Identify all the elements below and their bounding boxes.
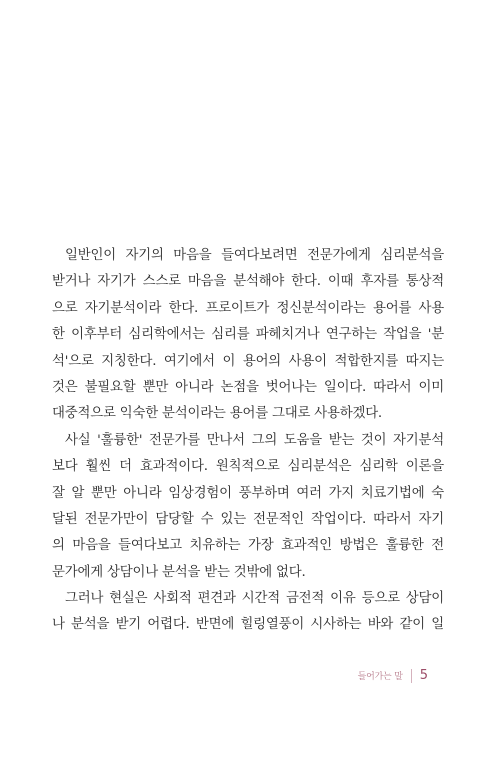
text-line: 나 분석을 받기 어렵다. 반면에 힐링열풍이 시사하는 바와 같이 일	[52, 617, 444, 633]
text-line: 석'으로 지칭한다. 여기에서 이 용어의 사용이 적합한지를 따지는	[52, 353, 444, 369]
running-title: 들어가는 말	[357, 672, 403, 682]
page-number: 5	[419, 668, 428, 683]
footer-divider	[411, 669, 412, 683]
page-footer	[358, 668, 428, 683]
text-line: 받거나 자기가 스스로 마음을 분석해야 한다. 이때 후자를 통상적	[52, 274, 444, 290]
text-line: 달된 전문가만이 담당할 수 있는 전문적인 작업이다. 따라서 자기	[52, 511, 444, 527]
body-text	[52, 243, 444, 639]
text-line: 일반인이 자기의 마음을 들여다보려면 전문가에게 심리분석을	[65, 248, 444, 263]
text-line: 사실 '훌륭한' 전문가를 만나서 그의 도움을 받는 것이 자기분석	[65, 432, 444, 448]
text-line: 그러나 현실은 사회적 편견과 시간적 금전적 이유 등으로 상담이	[65, 591, 444, 607]
text-line: 문가에게 상담이나 분석을 받는 것밖에 없다.	[52, 564, 306, 580]
text-line: 것은 불필요할 뿐만 아니라 논점을 벗어나는 일이다. 따라서 이미	[52, 379, 444, 395]
text-line: 의 마음을 들여다보고 치유하는 가장 효과적인 방법은 훌륭한 전	[52, 538, 444, 554]
text-line: 잘 알 뿐만 아니라 임상경험이 풍부하며 여러 가지 치료기법에 숙	[52, 485, 444, 501]
text-line: 한 이후부터 심리학에서는 심리를 파헤치거나 연구하는 작업을 '분	[52, 327, 444, 343]
text-line: 으로 자기분석이라 한다. 프로이트가 정신분석이라는 용어를 사용	[52, 300, 444, 316]
text-line: 대중적으로 익숙한 분석이라는 용어를 그대로 사용하겠다.	[52, 406, 382, 422]
text-line: 보다 훨씬 더 효과적이다. 원칙적으로 심리분석은 심리학 이론을	[52, 459, 444, 475]
